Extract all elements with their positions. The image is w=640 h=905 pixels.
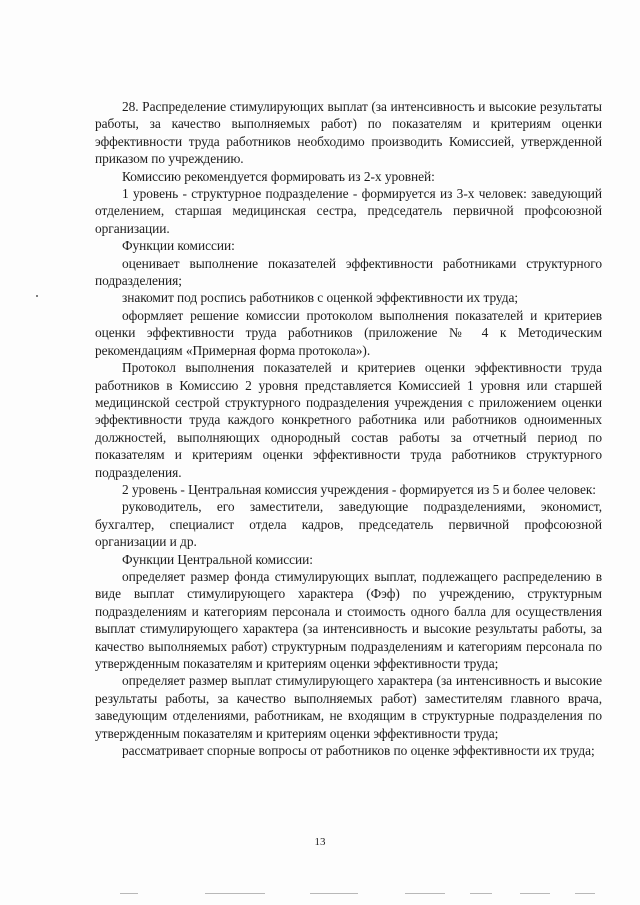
paragraph: Комиссию рекомендуется формировать из 2-х уровней: [122, 168, 435, 184]
paragraph: оценивает выполнение показателей эффективности работниками структурного подразделения; [95, 255, 602, 289]
paragraph: руководитель, его заместители, заведующие подразделениями, экономист, бухгалтер, специалист отдела кадров, председатель первичной профсоюзной организации и др. [95, 499, 602, 550]
scan-artifact-line [520, 893, 550, 894]
paragraph: Функции комиссии: [122, 238, 235, 254]
scan-artifact-line [205, 893, 265, 894]
scan-artifact-line [310, 893, 358, 894]
paragraph: рассматривает спорные вопросы от работников по оценке эффективности их труда; [122, 743, 595, 759]
paragraph: 28. Распределение стимулирующих выплат (за интенсивность и высокие результаты работы, за качество выполняемых работ) по показателям и критериям оценки эффективности труда работников необходимо производить Комиссией, утвержденной приказом по учреждению. [95, 99, 602, 167]
paragraph: знакомит под роспись работников с оценкой эффективности их труда; [122, 290, 519, 306]
paragraph: оформляет решение комиссии протоколом выполнения показателей и критериев оценки эффективности труда работников (приложение № 4 к Методическим рекомендациям «Примерная форма протокола»). [95, 307, 602, 358]
paragraph: определяет размер выплат стимулирующего характера (за интенсивность и высокие результаты работы, за качество выполняемых работ) заместителям главного врача, заведующим отделениями, работникам, не входящим в структурные подразделения по утвержденным показателям и критериям оценки эффективности труда; [95, 673, 602, 741]
scan-artifact-line [470, 893, 492, 894]
paragraph: определяет размер фонда стимулирующих выплат, подлежащего распределению в виде выплат стимулирующего характера (Фэф) по учреждению, структурным подразделениям и категориям персонала и стоимость одного балла для осуществления выплат стимулирующего характера (за интенсивность и высокие результаты работы, за качество выполняемых работ) структурным подразделениям и категориям персонала по утвержденным показателям и критериям оценки эффективности труда; [95, 568, 602, 671]
paragraph: 2 уровень - Центральная комиссия учреждения - формируется из 5 и более человек: [122, 481, 596, 497]
paragraph: 1 уровень - структурное подразделение - формируется из 3-х человек: заведующий отделением, старшая медицинская сестра, председатель первичной профсоюзной организации. [95, 186, 602, 236]
scan-artifact-line [575, 893, 595, 894]
document-body [95, 98, 602, 759]
scan-artifact-line [120, 893, 138, 894]
paragraph: Функции Центральной комиссии: [122, 551, 313, 567]
page-number: 13 [314, 836, 326, 848]
scan-mark [36, 295, 38, 297]
paragraph: Протокол выполнения показателей и критериев оценки эффективности труда работников в Комиссию 2 уровня представляется Комиссией 1 уровня или старшей медицинской сестрой структурного подразделения учреждения с приложением оценки эффективности труда каждого конкретного работника или работников одноименных должностей, выполняющих однородный состав работы за отчетный период по показателям и критериям оценки эффективности труда работников структурного подразделения. [95, 360, 602, 480]
scan-artifact-line [405, 893, 445, 894]
